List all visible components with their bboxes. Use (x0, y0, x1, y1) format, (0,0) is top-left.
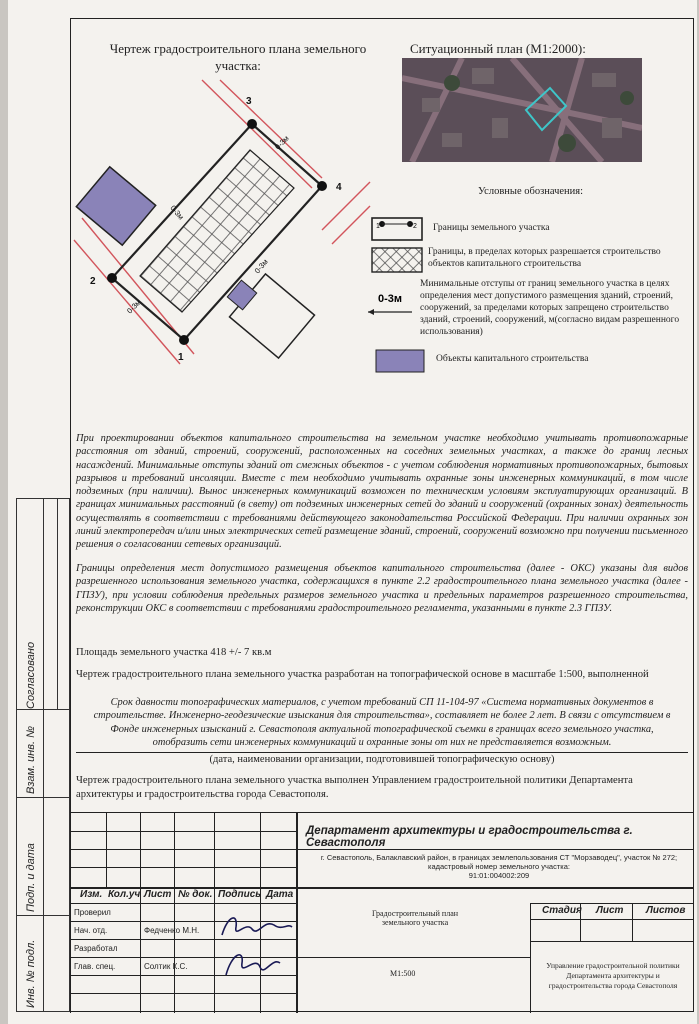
note-paragraph-oks-limits: Границы определения мест допустимого размещения объектов капитального строительства (далее - ОКС) указаны для видов разрешенного использования земельного участка, содержащихся в пункте 2.2 градостроительного плана земельного участка (далее - ГПЗУ), при условии соблюдения предельных размеров земельного участка и предельных параметров разрешенного строительства, реконструкции ОКС в соответствии с требованиями градостроительного регламента, указанными в пункте 2.3 ГПЗУ. (76, 563, 688, 614)
stamp-organization: Управление градостроительной политики Департамента архитектуры и градостроительства города Севастополя (546, 961, 680, 990)
stamp-stage-header: Листов (646, 905, 686, 916)
plot-drawing (72, 78, 372, 378)
stamp-role: Проверил (74, 908, 111, 917)
situation-map-image (402, 58, 642, 162)
title-block (70, 812, 694, 1012)
stamp-col-header: Дата (266, 889, 294, 900)
document-sheet (8, 0, 697, 1024)
stamp-role: Глав. спец. (74, 962, 116, 971)
stamp-department: Департамент архитектуры и градостроительства г. Севастополя (306, 825, 633, 849)
legend-boundary-label: 1 (376, 223, 380, 230)
stamp-col-header: Подпись (218, 889, 262, 900)
setback-label: 0-3м (252, 257, 270, 276)
setback-label: 0-3м (125, 297, 143, 316)
legend-symbols (368, 212, 426, 374)
side-label-approved: Согласовано (25, 641, 37, 709)
legend-heading: Условные обозначения: (478, 186, 584, 197)
stamp-role: Нач. отд. (74, 926, 108, 935)
legend-boundary-label: 2 (413, 223, 417, 230)
stamp-address (306, 853, 692, 880)
building-left (76, 167, 155, 245)
stamp-col-header: Изм. (80, 889, 103, 900)
drawing-title: Чертеж градостроительного плана земельного участка: (109, 41, 367, 73)
stamp-cadastral-label: кадастровый номер земельного участка: (428, 862, 570, 871)
plot-area: Площадь земельного участка 418 +/- 7 кв.м (76, 647, 272, 658)
legend-item-buildings: Объекты капитального строительства (436, 354, 589, 364)
note-paragraph-fire-safety: При проектировании объектов капитального строительства на земельном участке необходимо учитывать противопожарные расстояния от зданий, строений, сооружений, расположенных на соседних земельных участках, а также до границ лесных насаждений. Минимальные отступы зданий от смежных объектов - с учетом соблюдения нормативных противопожарных, бытовых разрывов и требований инсоляции. Вместе с тем необходимо учитывать охранные зоны инженерных коммуникаций, в том числе подземных (при наличии). Вынос инженерных коммуникаций возможен по техническим условиям эксплуатирующих организаций. В границах минимальных расстояний (в свету) от подземных инженерных сетей до зданий и сооружений (охранных зонах) деятельность осуществлять в соответствии с требованиями действующего законодательства Российской Федерации. При наличии охранных зон линий электропередач и/или иных электрических сетей размещение зданий, строений, сооружений возможно при получении письменного решения о согласовании сетевых организаций. (76, 433, 688, 551)
point-label-1: 1 (178, 352, 184, 363)
prepared-by: Чертеж градостроительного плана земельного участка выполнен Управлением градостроительной политики Департамента архитектуры и градостроительства города Севастополя. (76, 775, 633, 800)
setback-label: 0-3м (168, 203, 186, 222)
side-label-replace-inv: Взам. инв. № (25, 725, 37, 794)
stamp-role: Разработал (74, 944, 118, 953)
topo-basis: Чертеж градостроительного плана земельного участка разработан на топографической основе в масштабе 1:500, выполненной (76, 669, 649, 680)
legend-setback-label: 0-3м (378, 293, 403, 305)
side-label-inv-orig: Инв. № подл. (25, 939, 37, 1008)
stamp-doc-title: Градостроительный план земельного участка (371, 909, 459, 927)
stamp-col-header: Кол.уч (108, 889, 141, 900)
point-label-3: 3 (246, 96, 252, 107)
side-block-approved (16, 498, 70, 710)
point-label-4: 4 (336, 182, 342, 193)
signature-image (216, 905, 296, 987)
stamp-name: Федченко М.Н. (144, 926, 200, 935)
side-block-replace-inv (16, 710, 70, 798)
situation-title: Ситуационный план (М1:2000): (410, 41, 586, 56)
side-block-inv-orig (16, 916, 70, 1012)
topo-validity-note: Срок давности топографических материалов, с учетом требований СП 11-104-97 «Система нормативных документов в строительстве. Инженерно-геодезические изыскания для строительства», составляет не более 2 лет. В связи с отсутствием в Фонде инженерных изысканий г. Севастополя актуальной топографической съемки в границах всего земельного участка, отобразить сети инженерных коммуникаций и охранные зоны от них не представляется возможным. (93, 697, 671, 748)
legend-item-buildable: Границы, в пределах которых разрешается строительство объектов капитального строительства (428, 247, 661, 269)
setback-label: 0-3м (273, 133, 291, 152)
stamp-scale: М1:500 (390, 969, 416, 978)
side-block-sign-date (16, 798, 70, 916)
stamp-col-header: № док. (178, 889, 213, 900)
legend-item-setbacks: Минимальные отступы от границ земельного участка в целях определения мест допустимого размещения зданий, строений, сооружений, за пределами которых запрещено строительство зданий, строений, сооружений, м(согласно видам разрешенного использования) (420, 279, 680, 337)
point-label-2: 2 (90, 276, 96, 287)
stamp-name: Солтик К.С. (144, 962, 188, 971)
topo-caption: (дата, наименовании организации, подготовившей топографическую основу) (76, 752, 688, 765)
legend-item-boundary: Границы земельного участка (433, 223, 550, 233)
stamp-col-header: Лист (144, 889, 172, 900)
side-label-sign-date: Подп. и дата (25, 843, 37, 912)
stamp-cadastral-number: 91:01:004002:209 (468, 871, 530, 880)
stamp-address-line: г. Севастополь, Балаклавский район, в границах землепользования СТ "Морзаводец", участок № 272; (320, 853, 678, 862)
stamp-stage-header: Стадия (542, 905, 582, 916)
stamp-stage-header: Лист (596, 905, 624, 916)
